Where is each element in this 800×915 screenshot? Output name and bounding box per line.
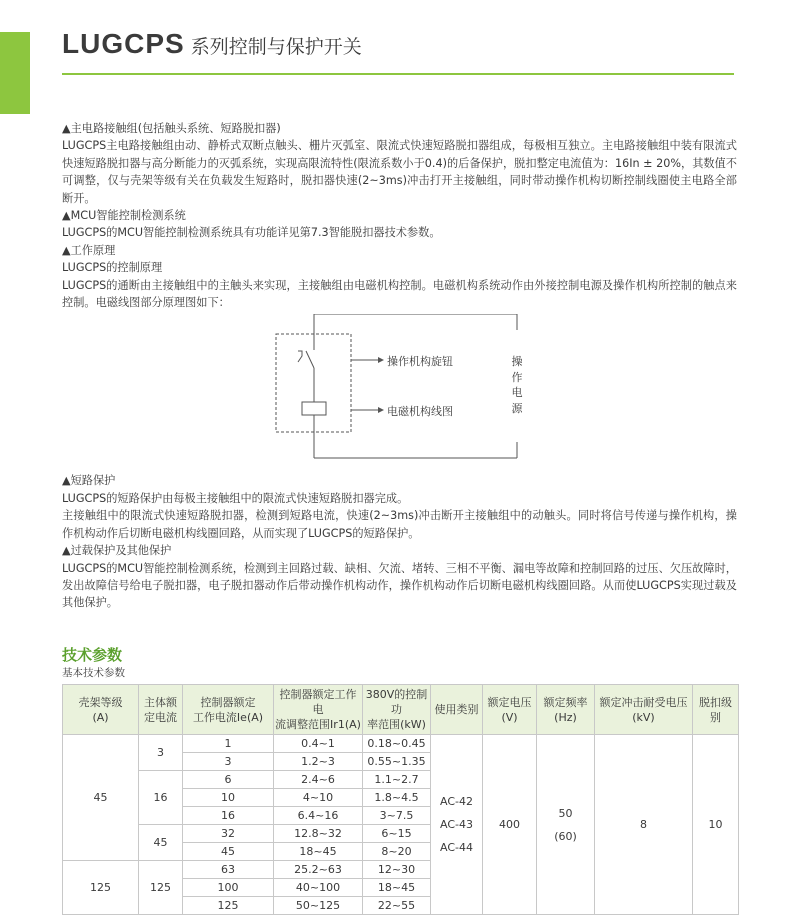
col-power-range: 380V的控制功 率范围(kW) [363,685,431,735]
short-circuit-text-2: 主接触组中的限流式快速短路脱扣器，检测到短路电流，快速(2~3ms)冲击断开主接触组中的动触头。同时将信号传递与操作机构，操作机构动作后切断电磁机构线圈回路，从而实现了LUGCPS的短路保护。 [62,509,737,540]
overload-heading: ▲过载保护及其他保护 [62,544,172,558]
tech-params-title: 技术参数 [62,646,123,664]
col-usage-category: 使用类别 [431,685,483,735]
tech-spec-table [62,684,739,915]
table-cell: 22~55 [363,897,431,915]
col-impulse-voltage: 额定冲击耐受电压 (kV) [595,685,693,735]
mcu-text: LUGCPS的MCU智能控制检测系统具有功能详见第7.3智能脱扣器技术参数。 [62,226,441,240]
short-circuit-heading: ▲短路保护 [62,474,116,488]
description-content [62,120,737,612]
table-cell: 1.8~4.5 [363,789,431,807]
body-current-cell: 45 [139,825,183,861]
col-trip-class: 脱扣级别 [693,685,739,735]
power-label-char: 电 [511,386,523,400]
col-controller-current: 控制器额定 工作电流Ie(A) [183,685,274,735]
table-cell: 18~45 [274,843,363,861]
short-circuit-text-1: LUGCPS的短路保护由每极主接触组中的限流式快速短路脱扣器完成。 [62,491,409,505]
control-principle-text: LUGCPS的通断由主接触组中的主触头来实现，主接触组由电磁机构控制。电磁机构系统动作由外接控制电源及操作机构所控制的触点来控制。电磁线图部分原理图如下： [62,278,737,310]
knob-label: 操作机构旋钮 [387,355,453,369]
table-cell: 3~7.5 [363,807,431,825]
table-cell: 2.4~6 [274,771,363,789]
table-cell: 6~15 [363,825,431,843]
rated-frequency-cell: 50 (60) [537,735,595,915]
trip-class-cell: 10 [693,735,739,915]
principle-heading: ▲工作原理 [62,243,116,257]
table-cell: 10 [183,789,274,807]
table-cell: 32 [183,825,274,843]
main-circuit-text: LUGCPS主电路接触组由动、静桥式双断点触头、栅片灭弧室、限流式快速短路脱扣器组成，每极相互独立。主电路接触组中装有限流式快速短路脱扣器与高分断能力的灭弧系统，实现高限流特性(限流系数小于0.4)的后备保护，脱扣整定电流值为：16In ± 20%，其数值不可调整，仅与壳架等级有关在负载发生短路时，脱扣器快速(2~3ms)冲击打开主接触组，同时带动操作机构切断控制线圈使主电路全部断开。 [62,139,737,205]
col-body-current: 主体额 定电流 [139,685,183,735]
col-rated-voltage: 额定电压 (V) [483,685,537,735]
brand-title: LUGCPS [62,28,185,59]
table-cell: 12~30 [363,861,431,879]
power-label-char: 作 [511,370,523,384]
usage-category-cell: AC-42 AC-43 AC-44 [431,735,483,915]
frame-cell: 125 [63,861,139,915]
control-principle-heading: LUGCPS的控制原理 [62,261,163,275]
table-cell: 18~45 [363,879,431,897]
table-cell: 4~10 [274,789,363,807]
table-cell: 3 [183,753,274,771]
table-cell: 63 [183,861,274,879]
table-cell: 25.2~63 [274,861,363,879]
circuit-diagram-svg [62,314,737,466]
side-color-tab [0,32,30,114]
col-rated-frequency: 额定频率 (Hz) [537,685,595,735]
col-frame-grade: 壳架等级 (A) [63,685,139,735]
table-cell: 16 [183,807,274,825]
table-cell: 100 [183,879,274,897]
body-current-cell: 16 [139,771,183,825]
table-header-row [63,685,739,735]
table-cell: 1 [183,735,274,753]
basic-params-subtitle: 基本技术参数 [62,667,125,679]
col-adjust-range: 控制器额定工作电 流调整范围Ir1(A) [274,685,363,735]
table-cell: 0.18~0.45 [363,735,431,753]
power-source-label [510,354,524,416]
table-cell: 1.1~2.7 [363,771,431,789]
table-cell: 1.2~3 [274,753,363,771]
table-cell: 6 [183,771,274,789]
table-cell: 50~125 [274,897,363,915]
power-label-char: 源 [511,401,523,415]
main-circuit-heading: ▲主电路接触组(包括触头系统、短路脱扣器) [62,122,281,135]
page-header [62,28,362,60]
impulse-voltage-cell: 8 [595,735,693,915]
overload-text: LUGCPS的MCU智能控制检测系统，检测到主回路过载、缺相、欠流、堵转、三相不平衡、漏电等故障和控制回路的过压、欠压故障时，发出故障信号给电子脱扣器，电子脱扣器动作后带动操作机构动作，操作机构动作后切断电磁机构线圈回路。从而使LUGCPS实现过载及其他保护。 [62,561,737,610]
rated-voltage-cell: 400 [483,735,537,915]
table-cell: 8~20 [363,843,431,861]
table-cell: 0.4~1 [274,735,363,753]
table-cell: 40~100 [274,879,363,897]
power-label-char: 操 [511,355,523,369]
circuit-diagram [62,314,737,466]
table-cell: 0.55~1.35 [363,753,431,771]
table-row [63,735,739,753]
table-cell: 6.4~16 [274,807,363,825]
header-divider [62,73,734,75]
series-subtitle: 系列控制与保护开关 [190,36,362,58]
frame-cell: 45 [63,735,139,861]
coil-label: 电磁机构线图 [387,405,453,419]
table-cell: 12.8~32 [274,825,363,843]
table-cell: 45 [183,843,274,861]
table-cell: 125 [183,897,274,915]
body-current-cell: 125 [139,861,183,915]
body-current-cell: 3 [139,735,183,771]
mcu-heading: ▲MCU智能控制检测系统 [62,209,186,223]
